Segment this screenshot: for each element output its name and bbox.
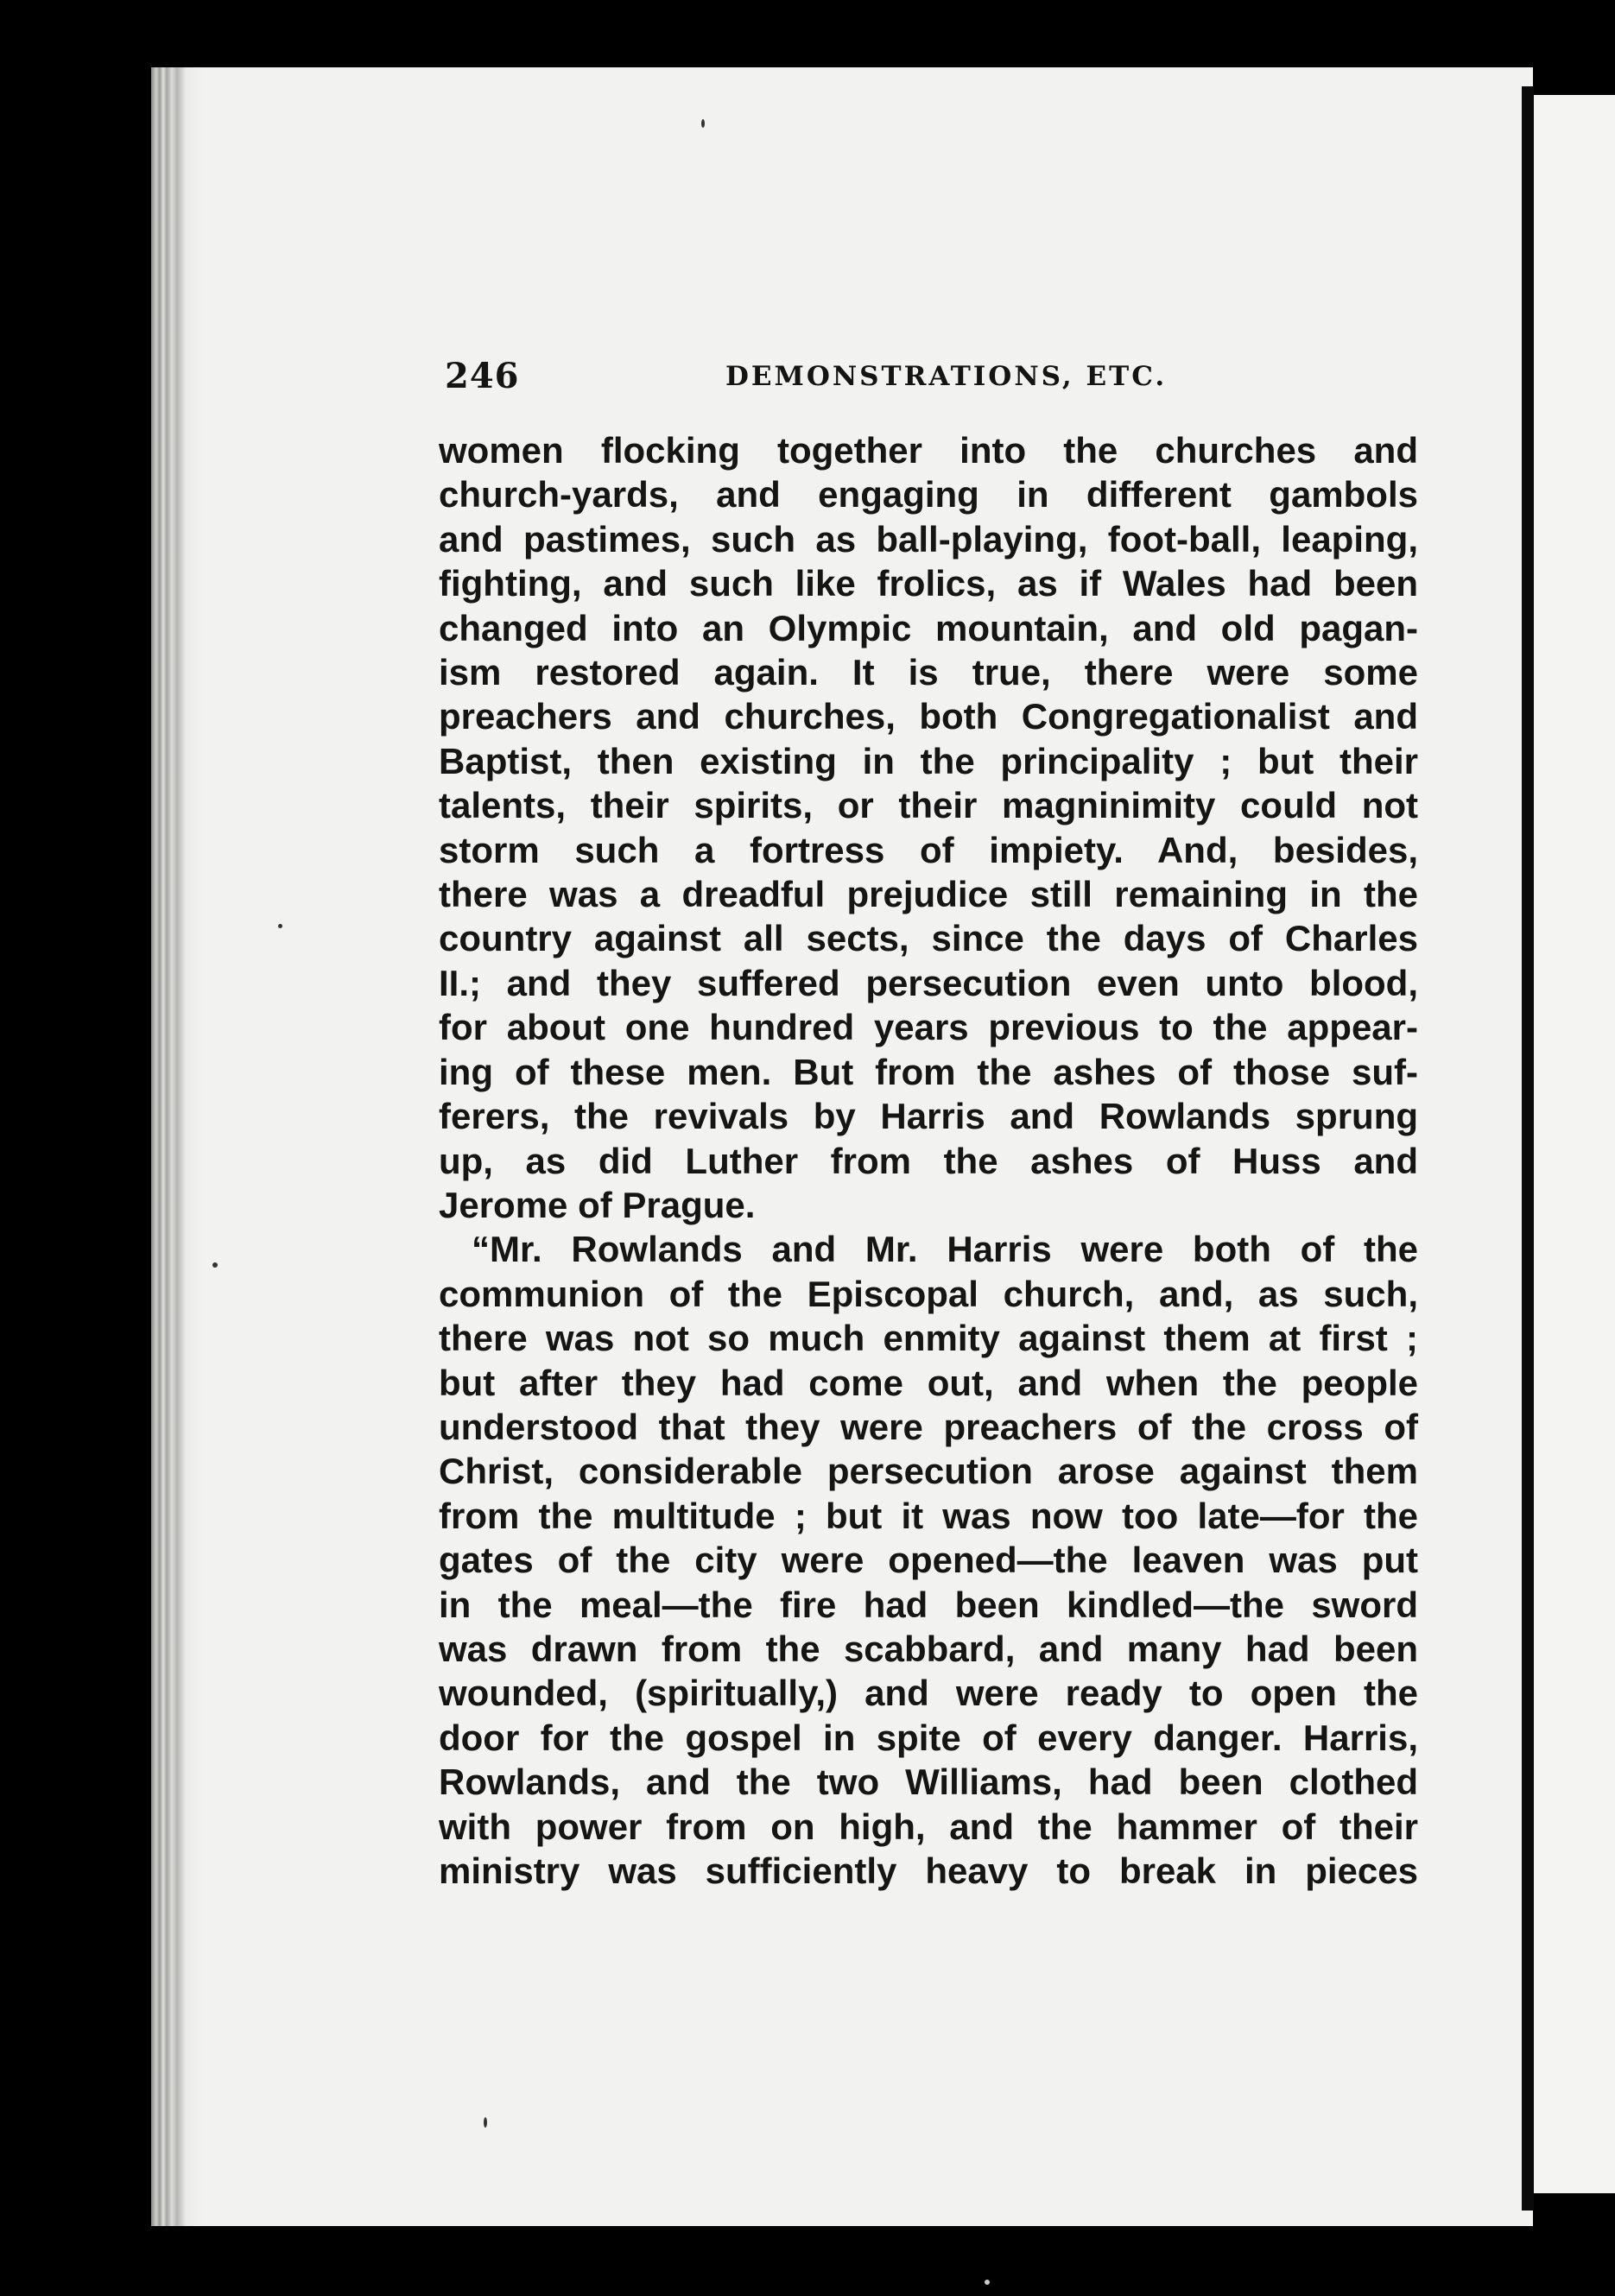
text-line: ing of these men. But from the ashes of those suf-: [439, 1051, 1418, 1092]
text-line: II.; and they suffered persecution even unto blood,: [439, 962, 1418, 1003]
text-line: but after they had come out, and when the people: [439, 1362, 1418, 1403]
text-line: women flocking together into the churches and: [439, 430, 1418, 471]
body-text: [439, 428, 1418, 1893]
text-line: there was not so much enmity against them at first ;: [439, 1318, 1418, 1359]
text-line: ism restored again. It is true, there were some: [439, 652, 1418, 693]
text-line: gates of the city were opened—the leaven was put: [439, 1540, 1418, 1581]
text-line: door for the gospel in spite of every danger. Harris,: [439, 1717, 1418, 1758]
text-line: talents, their spirits, or their magninimity could not: [439, 785, 1418, 826]
text-line: fighting, and such like frolics, as if Wales had been: [439, 563, 1418, 604]
text-line: Christ, considerable persecution arose against them: [439, 1451, 1418, 1492]
text-line: there was a dreadful prejudice still remaining in the: [439, 874, 1418, 915]
text-line: country against all sects, since the days of Charles: [439, 918, 1418, 959]
text-line: “Mr. Rowlands and Mr. Harris were both of the: [472, 1229, 1418, 1270]
text-line: up, as did Luther from the ashes of Huss and: [439, 1140, 1418, 1181]
text-line: Baptist, then existing in the principality ; but their: [439, 740, 1418, 781]
text-line: Jerome of Prague.: [439, 1184, 756, 1225]
page-header: [445, 356, 1179, 408]
text-line: and pastimes, such as ball-playing, foot-ball, leaping,: [439, 518, 1418, 560]
text-line: storm such a fortress of impiety. And, besides,: [439, 829, 1418, 870]
text-line: Rowlands, and the two Williams, had been clothed: [439, 1762, 1418, 1803]
text-line: from the multitude ; but it was now too late—for the: [439, 1495, 1418, 1536]
text-line: wounded, (spiritually,) and were ready to open the: [439, 1673, 1418, 1714]
text-line: preachers and churches, both Congregationalist and: [439, 696, 1418, 737]
dust-speck: [212, 1262, 218, 1268]
text-line: ministry was sufficiently heavy to break in pieces: [439, 1850, 1418, 1891]
text-line: church-yards, and engaging in different gambols: [439, 474, 1418, 515]
text-line: with power from on high, and the hammer of their: [439, 1806, 1418, 1847]
dust-speck: [278, 924, 282, 928]
text-line: was drawn from the scabbard, and many had been: [439, 1628, 1418, 1669]
dust-speck: [985, 2280, 990, 2285]
text-line: ferers, the revivals by Harris and Rowlands sprung: [439, 1096, 1418, 1137]
text-line: in the meal—the fire had been kindled—the sword: [439, 1584, 1418, 1625]
page-number: 246: [445, 356, 520, 396]
text-line: for about one hundred years previous to the appear-: [439, 1007, 1418, 1048]
dust-speck: [701, 119, 705, 128]
next-page-leaf: [1534, 95, 1615, 2193]
text-line: changed into an Olympic mountain, and old pagan-: [439, 607, 1418, 648]
right-page-edge-shadow: [1522, 86, 1534, 2211]
page-gutter: [151, 67, 203, 2226]
running-head: DEMONSTRATIONS, ETC.: [725, 361, 1168, 392]
text-line: communion of the Episcopal church, and, as such,: [439, 1273, 1418, 1314]
text-line: understood that they were preachers of the cross of: [439, 1406, 1418, 1447]
dust-speck: [484, 2117, 487, 2128]
